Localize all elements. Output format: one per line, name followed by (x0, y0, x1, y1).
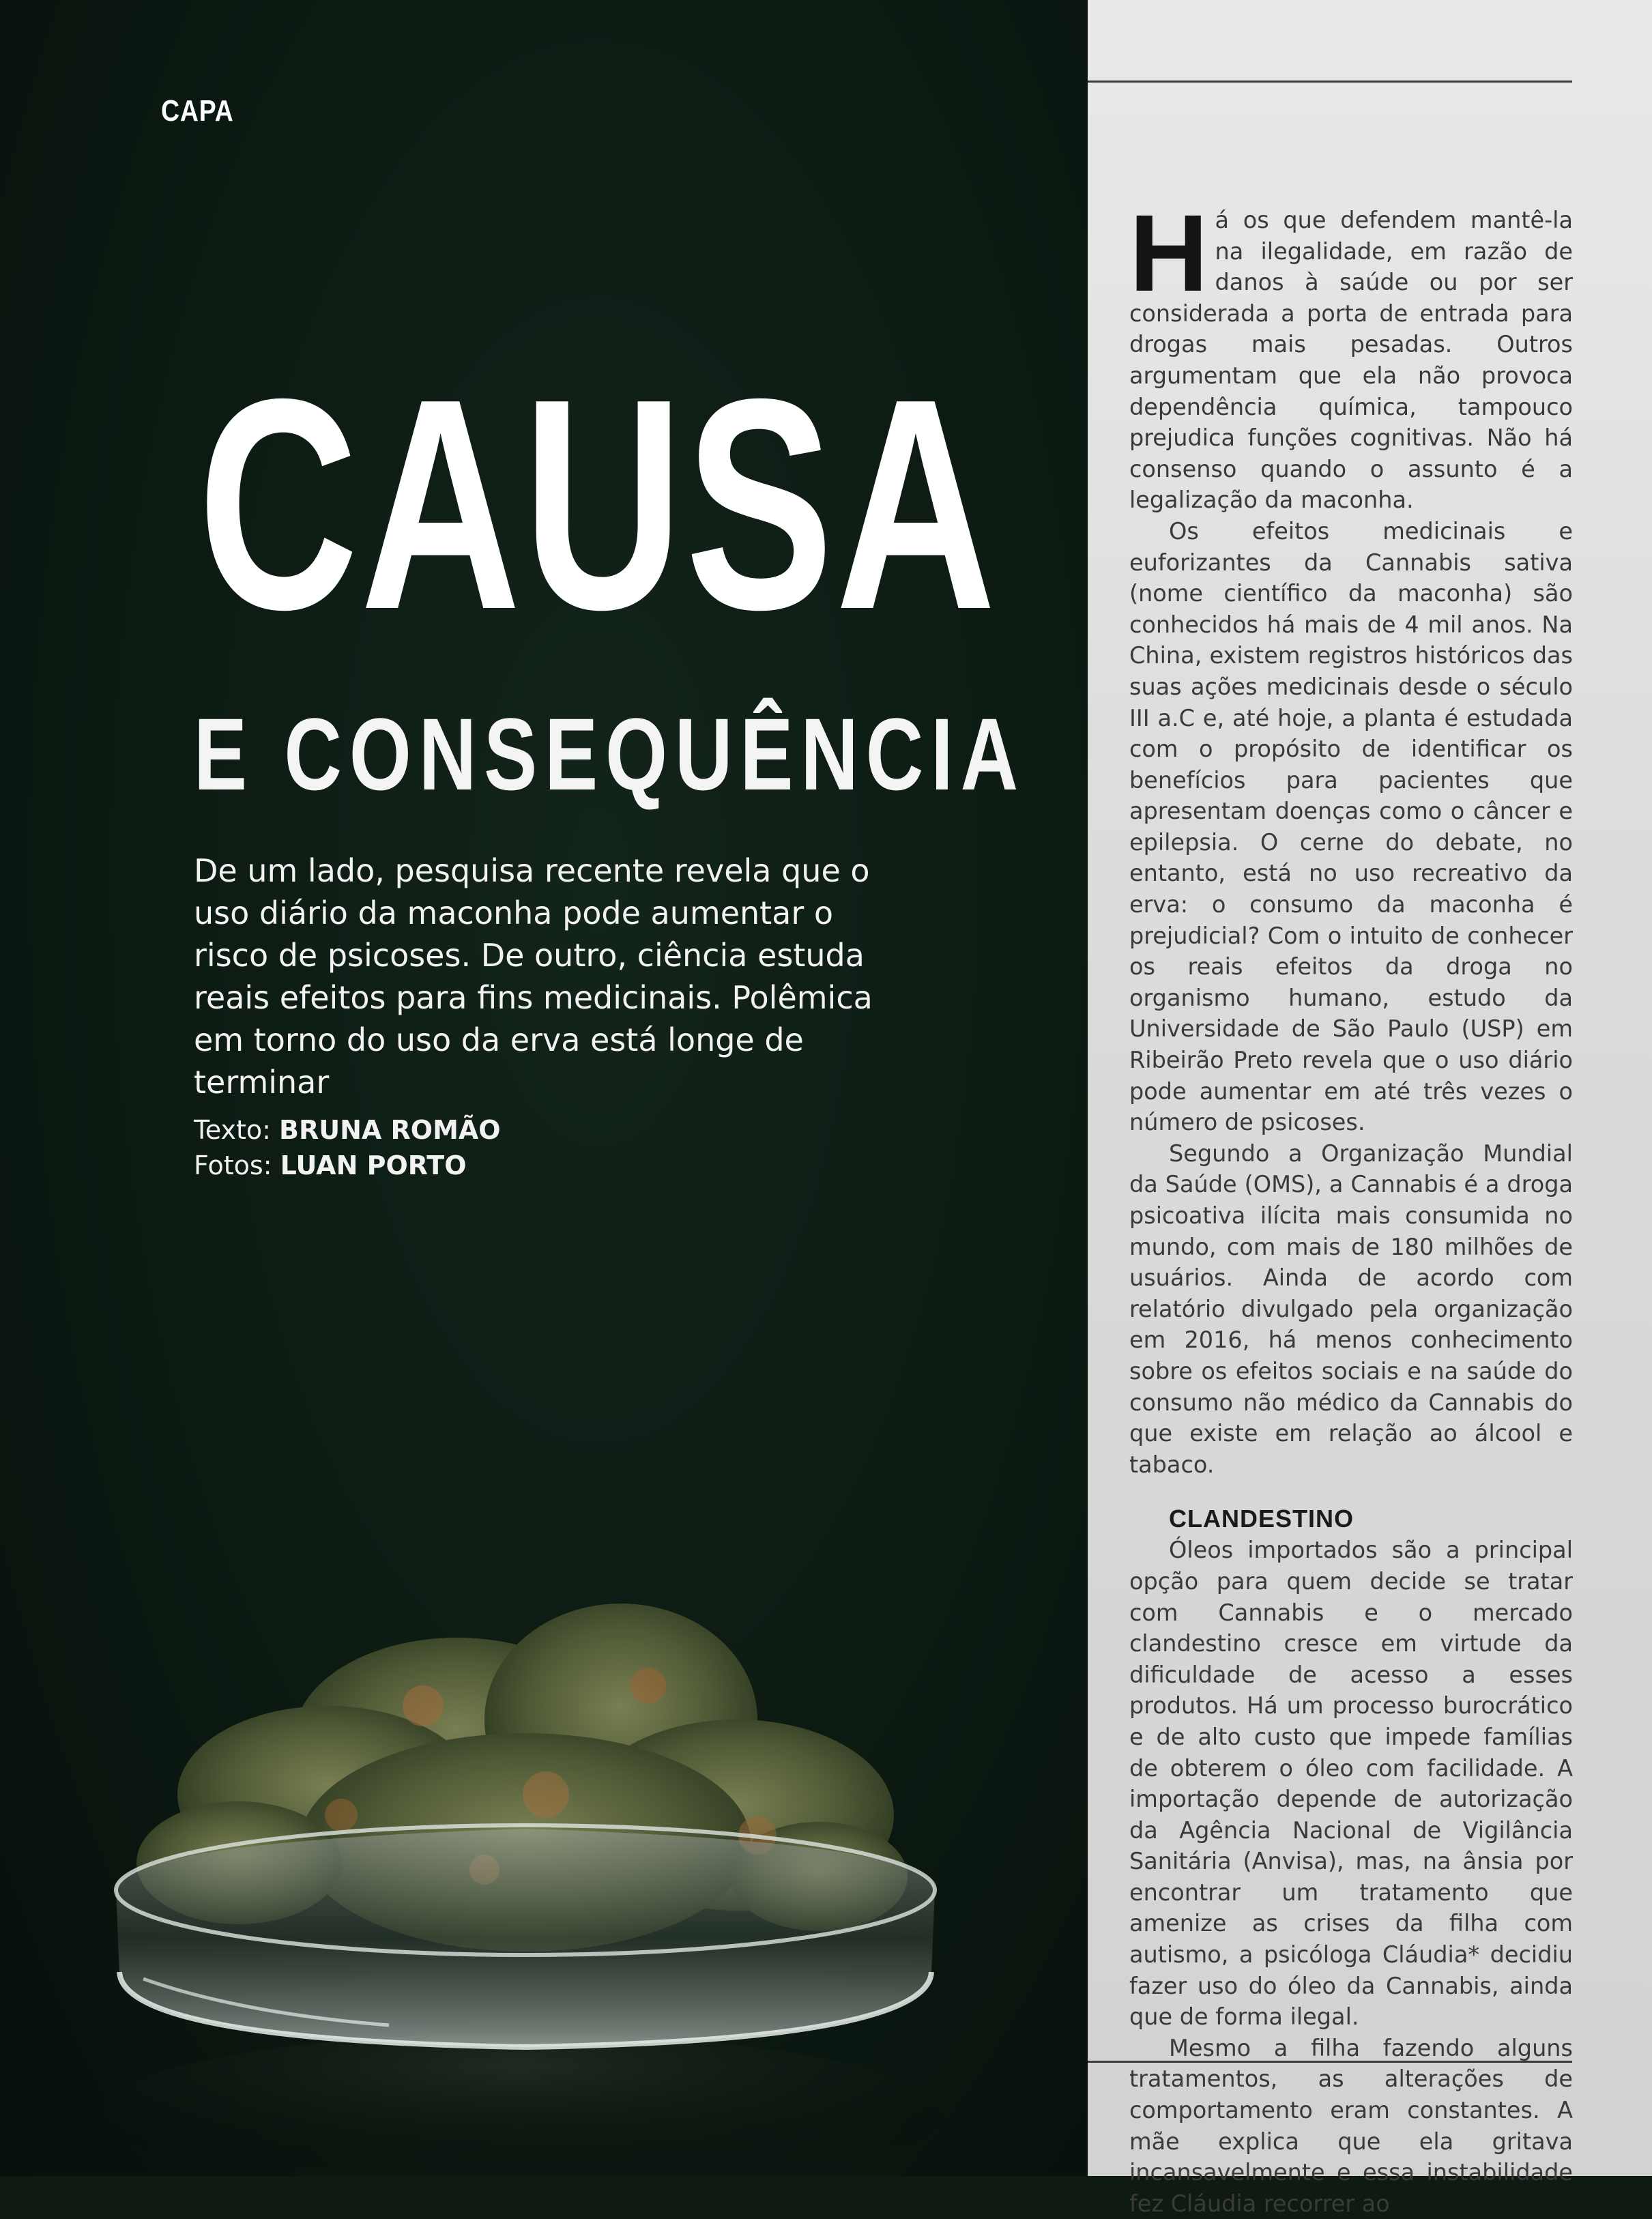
top-rule (1088, 81, 1572, 83)
article-body (1129, 192, 1573, 2219)
photo-credit-author: LUAN PORTO (280, 1150, 467, 1180)
text-credit-author: BRUNA ROMÃO (279, 1115, 501, 1145)
article-paragraph-4: Óleos importados são a principal opção para quem decide se tratar com Cannabis e o mercado clandestino cresce em virtude da dificuldade de acesso a esses produtos. Há um processo burocrático e de alto custo que impede famílias de obterem o óleo com facilidade. A importação depende de autorização da Agência Nacional de Vigilância Sanitária (Anvisa), mas, na ânsia por encontrar um tratamento que amenize as crises da filha com autismo, a psicóloga Cláudia* decidiu fazer uso do óleo da Cannabis, ainda que de forma ilegal. (1129, 1537, 1573, 2031)
headline-subtitle: E CONSEQUÊNCIA (194, 697, 1026, 811)
lead-text: De um lado, pesquisa recente revela que o uso diário da maconha pode aumentar o risco de psicoses. De outro, ciência estuda reais efeitos para fins medicinais. Polêmica em torno do uso da erva está longe de terminar (194, 852, 873, 1101)
cannabis-dish-photo (102, 1569, 955, 2176)
glass-dish (116, 1825, 935, 2047)
photo-credit-label: Fotos: (194, 1150, 272, 1180)
text-credit-label: Texto: (194, 1115, 271, 1145)
reflection (102, 2033, 942, 2176)
photo-credit (194, 1148, 501, 1183)
paragraph-1-text: á os que defendem mantê-la na ilegalidade, em razão de danos à saúde ou por ser considerada a porta de entrada para drogas mais pesadas. Outros argumentam que ela não provoca dependência química, tampouco prejudica funções cognitivas. Não há consenso quando o assunto é a legalização da maconha. (1129, 207, 1573, 514)
section-label: CAPA (161, 94, 234, 128)
text-credit (194, 1112, 501, 1148)
article-paragraph-2: Os efeitos medicinais e euforizantes da Cannabis sativa (nome científico da maconha) são conhecidos há mais de 4 mil anos. Na China, existem registros históricos das suas ações medicinais desde o século III a.C e, até hoje, a planta é estudada com o propósito de identificar os benefícios para pacientes que apresentam doenças como o câncer e epilepsia. O cerne do debate, no entanto, está no uso recreativo da erva: o consumo da maconha é prejudicial? Com o intuito de conhecer os reais efeitos da droga no organismo humano, estudo da Universidade de São Paulo (USP) em Ribeirão Preto revela que o uso diário pode aumentar em até três vezes o número de psicoses. (1129, 517, 1573, 1136)
headline-title: CAUSA (198, 337, 998, 672)
lead-paragraph (194, 850, 917, 1103)
article-paragraph-3: Segundo a Organização Mundial da Saúde (OMS), a Cannabis é a droga psicoativa ilícita mais consumida no mundo, com mais de 180 milhões de usuários. Ainda de acordo com relatório divulgado pela organização em 2016, há menos conhecimento sobre os efeitos sociais e na saúde do consumo não médico da Cannabis do que existe em relação ao álcool e tabaco. (1129, 1140, 1573, 1478)
credits (194, 1112, 501, 1183)
article-paragraph-1 (1129, 192, 1573, 516)
article-subhead: CLANDESTINO (1169, 1505, 1354, 1533)
article-paragraph-5: Mesmo a filha fazendo alguns tratamentos, as alterações de comportamento eram constantes. A mãe explica que ela gritava incansavelmente e essa instabilidade fez Cláudia recorrer ao (1129, 2034, 1573, 2217)
drop-cap: H (1129, 192, 1208, 314)
